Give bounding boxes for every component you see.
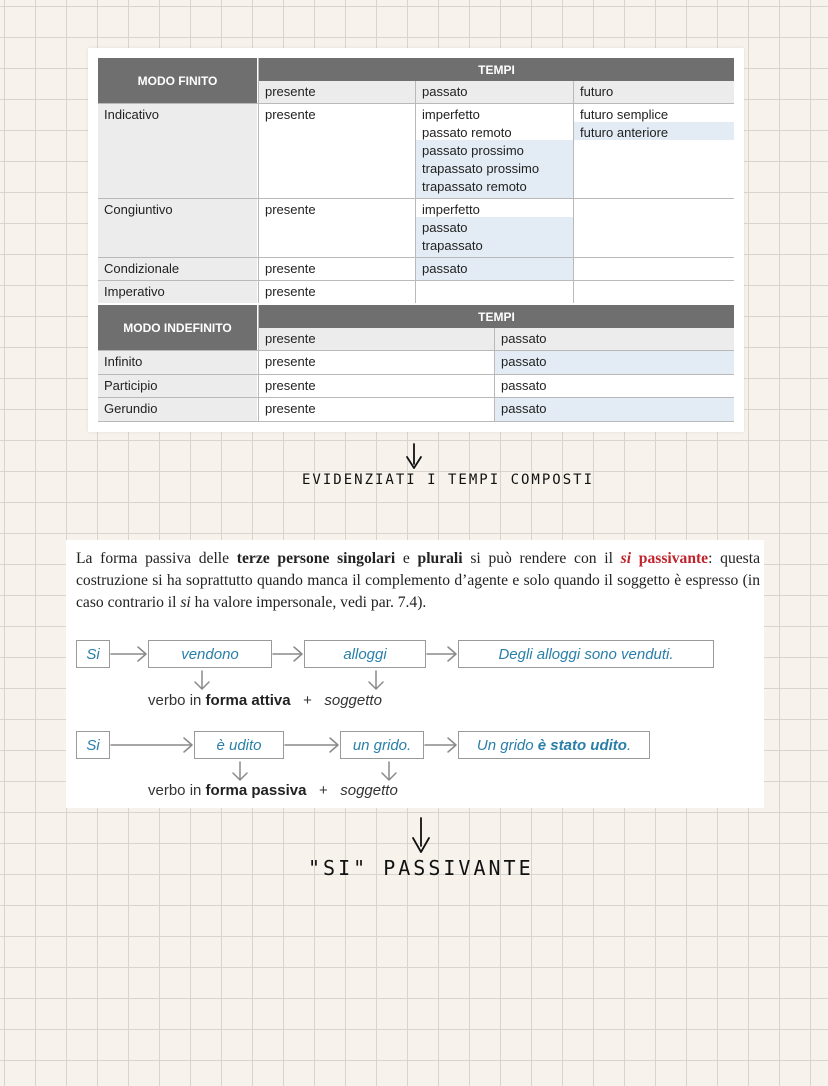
cell-passato-composto: passato <box>416 258 573 280</box>
cell-passato-composto: passato <box>416 217 573 235</box>
arrow-right-icon <box>111 647 146 661</box>
verb-tenses-table <box>98 58 734 422</box>
cell-presente: presente <box>265 284 316 299</box>
arrow-right-icon <box>425 738 456 752</box>
si-passivante-card <box>66 540 764 808</box>
tempi-header-finite: TEMPI <box>259 58 734 81</box>
cell-presente: presente <box>265 261 316 276</box>
modo-indefinito-header: MODO INDEFINITO <box>98 305 257 350</box>
note-si-passivante: "SI" PASSIVANTE <box>308 856 534 880</box>
example1-verb-box: vendono <box>148 640 272 668</box>
col-passato-infinite: passato <box>495 328 734 350</box>
mode-cell: Congiuntivo <box>98 199 257 257</box>
arrow-right-icon <box>285 738 338 752</box>
tempi-header-infinite: TEMPI <box>259 305 734 328</box>
verb-tenses-table-card <box>88 48 744 432</box>
cell-futuro-composto: futuro anteriore <box>574 122 734 140</box>
cell-passato-composto: passato <box>495 351 734 374</box>
cell-passato: passato <box>501 378 547 393</box>
cell-presente: presente <box>265 202 316 217</box>
example1-result-box: Degli alloggi sono venduti. <box>458 640 714 668</box>
cell-passato: imperfetto <box>422 202 480 217</box>
example2-subject-box: un grido. <box>340 731 424 759</box>
cell-presente: presente <box>265 354 316 369</box>
example2-si-box: Si <box>76 731 110 759</box>
cell-passato-composto: passato prossimo <box>416 140 573 158</box>
cell-passato-composto: trapassato <box>416 235 573 257</box>
cell-passato-composto: passato <box>495 398 734 422</box>
example2-verb-box: è udito <box>194 731 284 759</box>
cell-passato: passato remoto <box>422 125 512 140</box>
col-presente-finite: presente <box>259 81 415 103</box>
hand-arrow-down-icon <box>407 816 435 856</box>
mode-cell: Infinito <box>98 351 257 374</box>
cell-passato-composto: trapassato prossimo <box>416 158 573 176</box>
example1-si-box: Si <box>76 640 110 668</box>
cell-futuro: futuro semplice <box>580 107 669 122</box>
arrow-right-icon <box>111 738 192 752</box>
arrow-down-icon <box>382 762 396 780</box>
arrow-down-icon <box>233 762 247 780</box>
col-futuro-finite: futuro <box>574 81 734 103</box>
col-presente-infinite: presente <box>259 328 494 350</box>
cell-presente: presente <box>265 107 316 122</box>
cell-presente: presente <box>265 401 316 416</box>
arrow-right-icon <box>273 647 302 661</box>
cell-passato-composto: trapassato remoto <box>416 176 573 198</box>
example2-result-box: Un grido è stato udito . <box>458 731 650 759</box>
arrow-right-icon <box>427 647 456 661</box>
note-tempi-composti: EVIDENZIATI I TEMPI COMPOSTI <box>302 472 595 488</box>
col-passato-finite: passato <box>416 81 573 103</box>
modo-finito-header: MODO FINITO <box>98 58 257 103</box>
example1-caption: verbo in forma attiva + soggetto <box>148 692 382 709</box>
example1-subject-box: alloggi <box>304 640 426 668</box>
flow-arrows <box>66 540 764 808</box>
mode-cell: Participio <box>98 375 257 397</box>
mode-cell: Indicativo <box>98 104 257 198</box>
hand-arrow-down-icon <box>402 442 426 472</box>
arrow-down-icon <box>195 671 209 689</box>
cell-presente: presente <box>265 378 316 393</box>
cell-passato: imperfetto <box>422 107 480 122</box>
mode-cell: Gerundio <box>98 398 257 422</box>
si-passivante-paragraph: La forma passiva delle terze persone singolari e plurali si può rendere con il si passivante: questa costruzione si ha soprattutto quando manca il complemento d’agente e solo quando il soggetto è espresso (in caso contrario il si ha valore impersonale, vedi par. 7.4). <box>76 550 761 611</box>
mode-cell: Condizionale <box>98 258 257 280</box>
example2-caption: verbo in forma passiva + soggetto <box>148 782 398 799</box>
mode-cell: Imperativo <box>98 281 257 303</box>
arrow-down-icon <box>369 671 383 689</box>
